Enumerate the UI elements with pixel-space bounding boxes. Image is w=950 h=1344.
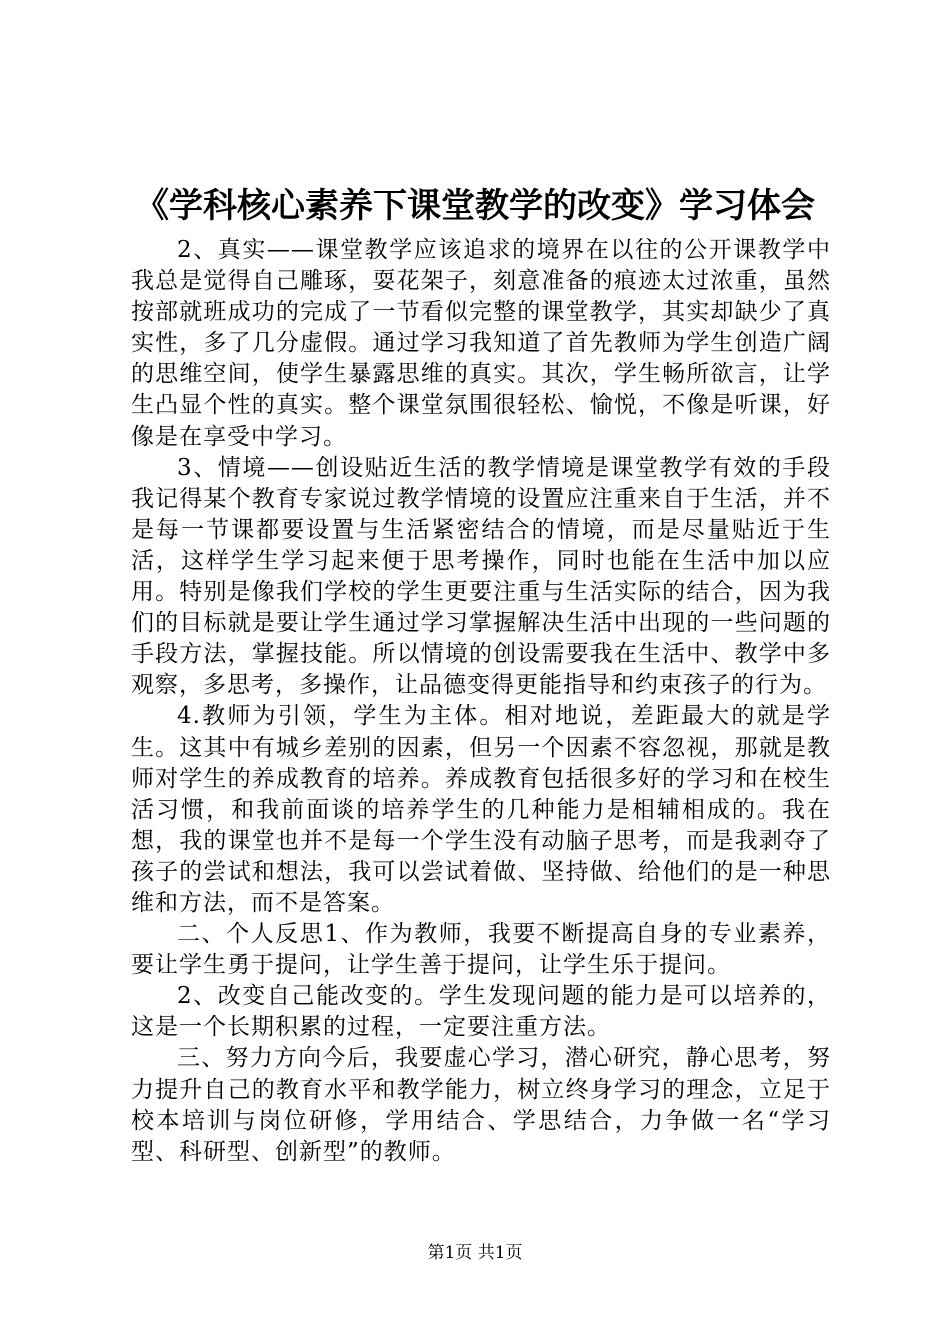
paragraph-authenticity: 2、真实——课堂教学应该追求的境界在以往的公开课教学中我总是觉得自己雕琢，耍花架子，刻意准备的痕迹太过浓重，虽然按部就班成功的完成了一节看似完整的课堂教学，其实却缺少了真实性，多了几分虚假。通过学习我知道了首先教师为学生创造广阔的思维空间，使学生暴露思维的真实。其次，学生畅所欲言，让学生凸显个性的真实。整个课堂氛围很轻松、愉悦，不像是听课，好像是在享受中学习。 (131, 237, 831, 450)
document-body (131, 235, 831, 1168)
paragraph-personal-reflection: 二、个人反思1、作为教师，我要不断提高自身的专业素养，要让学生勇于提问，让学生善于提问，让学生乐于提问。 (131, 921, 831, 979)
paragraph-teacher-lead: 4.教师为引领，学生为主体。相对地说，差距最大的就是学生。这其中有城乡差别的因素，但另一个因素不容忽视，那就是教师对学生的养成教育的培养。养成教育包括很多好的学习和在校生活习惯，和我前面谈的培养学生的几种能力是相辅相成的。我在想，我的课堂也并不是每一个学生没有动脑子思考，而是我剥夺了孩子的尝试和想法，我可以尝试着做、坚持做、给他们的是一种思维和方法，而不是答案。 (131, 703, 831, 916)
document-title: 《学科核心素养下课堂教学的改变》学习体会 (135, 186, 815, 226)
paragraph-situation: 3、情境——创设贴近生活的教学情境是课堂教学有效的手段我记得某个教育专家说过教学情境的设置应注重来自于生活，并不是每一节课都要设置与生活紧密结合的情境，而是尽量贴近于生活，这样学生学习起来便于思考操作，同时也能在生活中加以应用。特别是像我们学校的学生更要注重与生活实际的结合，因为我们的目标就是要让学生通过学习掌握解决生活中出现的一些问题的手段方法，掌握技能。所以情境的创设需要我在生活中、教学中多观察，多思考，多操作，让品德变得更能指导和约束孩子的行为。 (131, 454, 831, 699)
paragraph-future-direction: 三、努力方向今后，我要虚心学习，潜心研究，静心思考，努力提升自己的教育水平和教学能力，树立终身学习的理念，立足于校本培训与岗位研修，学用结合、学思结合，力争做一名“学习型、科研型、创新型”的教师。 (131, 1045, 831, 1165)
paragraph-change-self: 2、改变自己能改变的。学生发现问题的能力是可以培养的，这是一个长期积累的过程，一定要注重方法。 (131, 983, 831, 1041)
page-number-footer: 第1页 共1页 (427, 1243, 523, 1263)
